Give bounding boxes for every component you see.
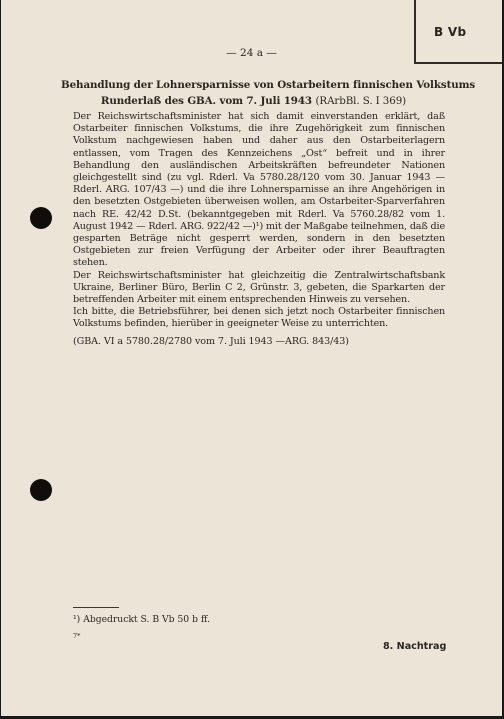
punch-hole: [30, 207, 52, 229]
decree-reference: (RArbBl. S. I 369): [315, 95, 407, 107]
signature-mark: 7*: [73, 632, 81, 640]
document-page: [1, 0, 502, 716]
body-paragraph: Ich bitte, die Betriebsführer, bei denen sich jetzt noch Ostarbeiter finnischen Volkstums befinden, hierüber in geeigneter Weise zu unterrichten.: [73, 306, 445, 330]
page-number: — 24 a —: [226, 47, 277, 59]
citation: (GBA. VI a 5780.28/2780 vom 7. Juli 1943 —ARG. 843/43): [73, 336, 349, 347]
document-body: [73, 111, 445, 331]
punch-hole: [30, 479, 52, 501]
footnote-divider: [73, 607, 119, 608]
document-title: Behandlung der Lohnersparnisse von Ostarbeitern finnischen Volkstums: [61, 79, 476, 91]
section-label: B Vb: [434, 25, 467, 39]
body-paragraph: Der Reichswirtschaftsminister hat sich damit einverstanden erklärt, daß Ostarbeiter finnischen Volkstums, die ihre Zugehörigkeit zum finnischen Volkstum nachgewiesen haben und daher aus den Ostarbeiterlagern entlassen, vom Tragen des Kennzeichens „Ost“ befreit und in ihrer Behandlung den ausländischen Arbeitskräften befreundeter Nationen gleichgestellt sind (zu vgl. Rderl. Va 5780.28/120 vom 30. Januar 1943 — Rderl. ARG. 107/43 —) und die ihre Lohnersparnisse an ihre Angehörigen in den besetzten Ostgebieten überweisen wollen, am Ostarbeiter-Sparverfahren nach RE. 42/42 D.St. (bekanntgegeben mit Rderl. Va 5760.28/82 vom 1. August 1942 — Rderl. ARG. 922/42 —)¹) mit der Maßgabe teilnehmen, daß die gesparten Beträge nicht gesperrt werden, sondern in den besetzten Ostgebieten zur freien Verfügung der Arbeiter oder ihrer Beauftragten stehen.: [73, 111, 445, 269]
footnote: ¹) Abgedruckt S. B Vb 50 b ff.: [73, 614, 210, 625]
supplement-label: 8. Nachtrag: [383, 641, 447, 652]
body-paragraph: Der Reichswirtschaftsminister hat gleichzeitig die Zentralwirtschaftsbank Ukraine, Berliner Büro, Berlin C 2, Grünstr. 3, gebeten, die Sparkarten der betreffenden Arbeiter mit einem entsprechenden Hinweis zu versehen.: [73, 269, 445, 306]
decree-title: [61, 95, 446, 107]
decree-name: Runderlaß des GBA. vom 7. Juli 1943: [100, 95, 312, 107]
